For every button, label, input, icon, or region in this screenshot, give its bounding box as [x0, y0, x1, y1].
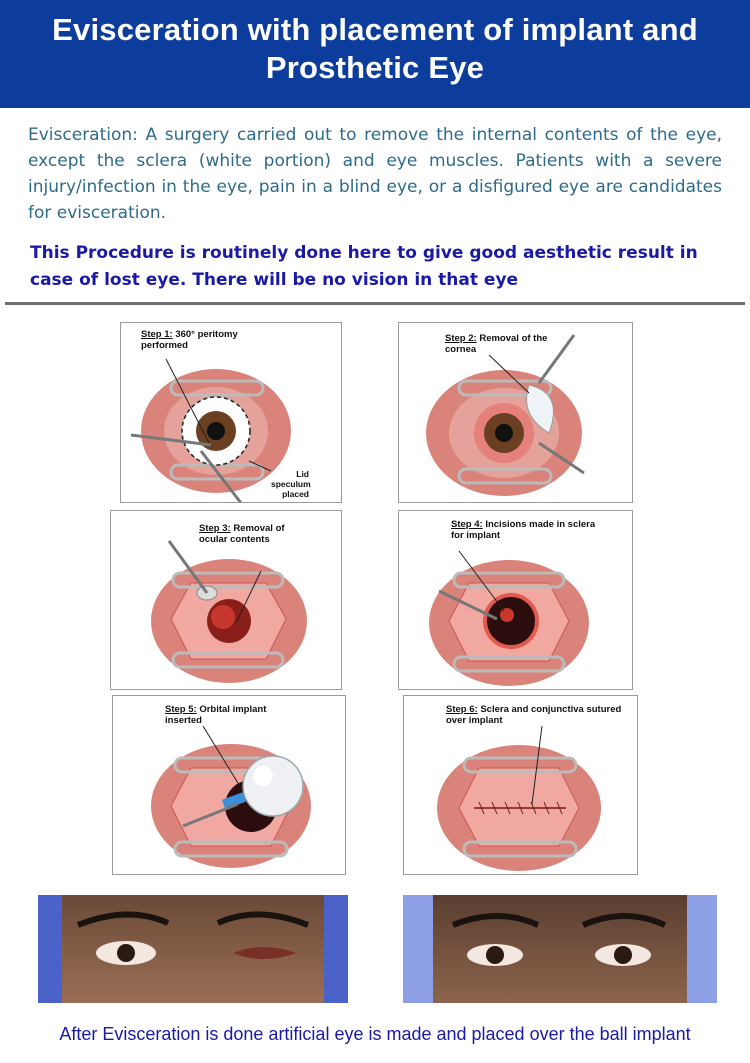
step-6-text: Sclera and conjunctiva sutured over implant — [446, 704, 622, 726]
step-1-text: 360° peritomy performed — [141, 329, 238, 351]
procedure-note: This Procedure is routinely done here to give good aesthetic result in case of lost eye. There will be no vision in that eye — [30, 243, 698, 290]
step-3-text: Removal of ocular contents — [199, 523, 285, 545]
step-5-number: Step 5: — [165, 704, 197, 715]
step-3-number: Step 3: — [199, 523, 231, 534]
step-1-number: Step 1: — [141, 329, 173, 340]
page-header — [0, 0, 750, 108]
title-line-1: Evisceration with placement of implant and — [52, 12, 698, 47]
photo-caption: After Evisceration is done artificial eye is made and placed over the ball implant — [59, 1024, 691, 1044]
step-2-number: Step 2: — [445, 333, 477, 344]
section-divider — [5, 302, 745, 305]
step-6-number: Step 6: — [446, 704, 478, 715]
step-6-illustration — [403, 695, 638, 875]
step-2-illustration — [398, 322, 633, 503]
patient-after-photo — [403, 895, 717, 1003]
step-4-text: Incisions made in sclera for implant — [451, 519, 596, 541]
step-4-illustration — [398, 510, 633, 690]
title-line-2: Prosthetic Eye — [265, 50, 485, 85]
step-3-illustration — [110, 510, 342, 690]
step-2-text: Removal of the cornea — [445, 333, 548, 355]
step-5-illustration — [112, 695, 346, 875]
evisceration-description: Evisceration: A surgery carried out to remove the internal contents of the eye, except the sclera (white portion) and eye muscles. Patients with a severe injury/infection in the eye, pain in a blind eye, or a disfigured eye are candidates for evisceration. — [28, 125, 722, 223]
step-4-number: Step 4: — [451, 519, 483, 530]
patient-before-photo — [38, 895, 348, 1003]
step-1-extra-label: Lid speculum placed — [271, 469, 311, 499]
patient-eyes-image — [403, 895, 717, 1003]
page-title — [0, 11, 750, 87]
patient-eyes-image — [38, 895, 348, 1003]
step-5-text: Orbital implant inserted — [165, 704, 267, 726]
step-1-illustration — [120, 322, 342, 503]
